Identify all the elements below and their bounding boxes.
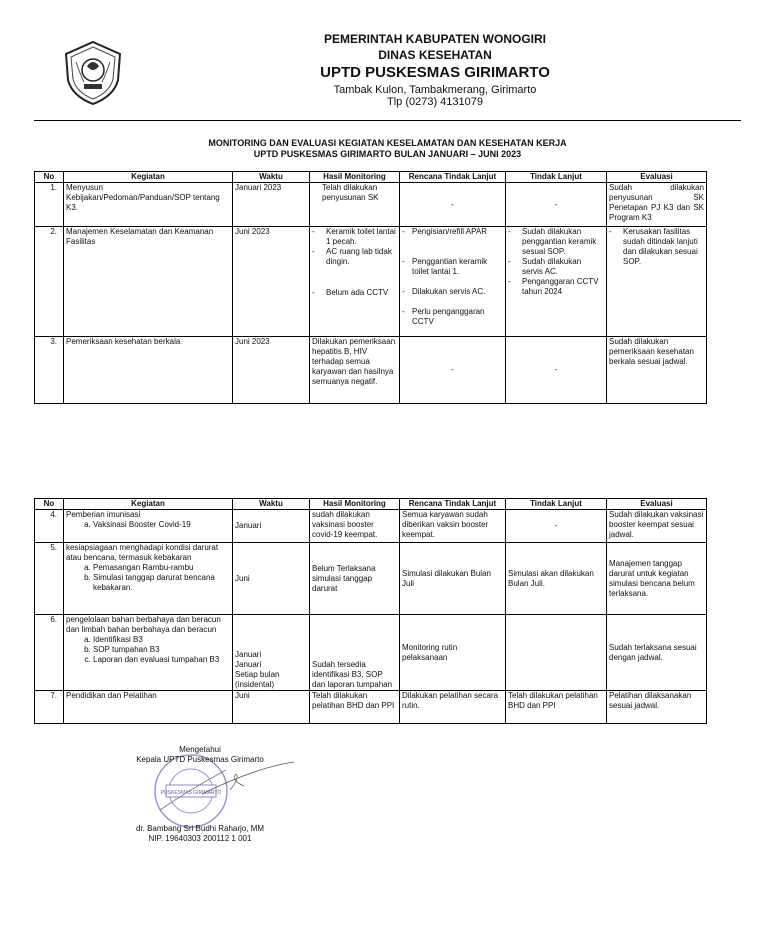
- row-evaluasi: Sudah dilakukan vaksinasi booster keempat sesuai jadwal.: [607, 510, 707, 543]
- row-evaluasi: Manajemen tanggap darurat untuk kegiatan simulasi bencana belum terlaksana.: [607, 543, 707, 615]
- row-evaluasi: [607, 227, 707, 337]
- row-kegiatan: Pemeriksaan kesehatan berkala: [64, 337, 233, 404]
- signature-known: Mengetahui: [179, 745, 221, 754]
- row-rencana: Dilakukan pelatihan secara rutin.: [400, 691, 506, 724]
- signature-position: Kepala UPTD Puskesmas Girimarto: [136, 755, 264, 764]
- list-item: b. Simulasi tanggap darurat bencana kebakaran.: [93, 573, 230, 593]
- row-waktu: Juni: [233, 691, 310, 724]
- row-waktu: Juni 2023: [233, 227, 310, 337]
- row-evaluasi: Sudah dilakukan penyusunan SK Penetapan PJ K3 dan SK Program K3: [607, 183, 707, 227]
- list-item: - Pengisian/refill APAR: [402, 227, 503, 237]
- list-item: a. Vaksinasi Booster Covid-19: [93, 520, 230, 530]
- row-rencana: -: [400, 183, 506, 227]
- signature-name: dr. Bambang Sri Budhi Raharjo, MM: [135, 824, 265, 833]
- row-waktu: Juni 2023: [233, 337, 310, 404]
- row-kegiatan: Pendidikan dan Pelatihan: [64, 691, 233, 724]
- row-no: 3.: [35, 337, 64, 404]
- row-tindak: Simulasi akan dilakukan Bulan Juli.: [506, 543, 607, 615]
- col-rencana: Rencana Tindak Lanjut: [400, 172, 506, 183]
- row-kegiatan-title: kesiapsiagaan menghadapi kondisi darurat atau bencana, termasuk kebakaran: [66, 543, 219, 562]
- list-item: - Kerusakan fasilitas sudah ditindak lanjuti dan dilakukan sesuai SOP.: [609, 227, 704, 267]
- list-item: - Belum ada CCTV: [312, 288, 397, 298]
- list-item: c. Laporan dan evaluasi tumpahan B3: [93, 655, 230, 665]
- row-tindak: -: [506, 337, 607, 404]
- list-item: - Sudah dilakukan servis AC.: [508, 257, 604, 277]
- list-item: Januari: [235, 660, 262, 669]
- document-title: MONITORING DAN EVALUASI KEGIATAN KESELAMATAN DAN KESEHATAN KERJA: [208, 138, 567, 148]
- row-rencana: -: [400, 337, 506, 404]
- row-tindak: -: [506, 183, 607, 227]
- list-item: Januari: [235, 650, 262, 659]
- list-item: - Keramik toilet lantai 1 pecah.: [312, 227, 397, 247]
- signature-scribble-icon: [200, 760, 300, 800]
- row-no: 6.: [35, 615, 64, 691]
- row-hasil: [310, 227, 400, 337]
- col-tindak: Tindak Lanjut: [506, 499, 607, 510]
- col-waktu: Waktu: [233, 172, 310, 183]
- row-no: 2.: [35, 227, 64, 337]
- row-no: 1.: [35, 183, 64, 227]
- row-waktu: Januari: [233, 510, 310, 543]
- row-rencana: Simulasi dilakukan Bulan Juli: [400, 543, 506, 615]
- header-institution: UPTD PUSKESMAS GIRIMARTO: [320, 64, 550, 81]
- header-government: PEMERINTAH KABUPATEN WONOGIRI: [324, 32, 546, 46]
- list-item: - Sudah dilakukan penggantian keramik sesuai SOP.: [508, 227, 604, 257]
- header-divider: [34, 120, 741, 121]
- stamp-label: PUSKESMAS GIRIMARTO: [160, 790, 222, 796]
- document-subtitle: UPTD PUSKESMAS GIRIMARTO BULAN JANUARI – JUNI 2023: [253, 149, 522, 159]
- col-kegiatan: Kegiatan: [64, 172, 233, 183]
- table-row: [35, 510, 707, 543]
- row-evaluasi: Sudah terlaksana sesuai dengan jadwal.: [607, 615, 707, 691]
- col-no: No: [35, 499, 64, 510]
- header-address: Tambak Kulon, Tambakmerang, Girimarto: [333, 84, 537, 96]
- col-evaluasi: Evaluasi: [607, 499, 707, 510]
- row-kegiatan-title: pengelolaan bahan berbahaya dan beracun dan limbah bahan berbahaya dan beracun: [66, 615, 221, 634]
- row-evaluasi: Pelatihan dilaksanakan sesuai jadwal.: [607, 691, 707, 724]
- row-kegiatan: [64, 510, 233, 543]
- row-tindak: [506, 227, 607, 337]
- col-evaluasi: Evaluasi: [607, 172, 707, 183]
- row-hasil: Sudah tersedia identifikasi B3, SOP dan laporan tumpahan: [310, 615, 400, 691]
- header-department: DINAS KESEHATAN: [378, 48, 492, 62]
- row-no: 7.: [35, 691, 64, 724]
- list-item: - Penggantian keramik toilet lantai 1.: [402, 257, 503, 277]
- signature-nip: NIP. 19640303 200112 1 001: [148, 834, 252, 843]
- row-no: 4.: [35, 510, 64, 543]
- row-hasil: sudah dilakukan vaksinasi booster covid-19 keempat.: [310, 510, 400, 543]
- row-rencana: Monitoring rutin pelaksanaan: [400, 615, 506, 691]
- row-rencana: [400, 227, 506, 337]
- row-evaluasi: Sudah dilakukan pemeriksaan kesehatan berkala sesuai jadwal.: [607, 337, 707, 404]
- row-kegiatan: Manajemen Keselamatan dan Keamanan Fasilitas: [64, 227, 233, 337]
- table-row: [35, 337, 707, 404]
- row-tindak: [506, 615, 607, 691]
- list-item: Setiap bulan (insidental): [235, 670, 280, 689]
- col-rencana: Rencana Tindak Lanjut: [400, 499, 506, 510]
- col-hasil: Hasil Monitoring: [310, 172, 400, 183]
- row-hasil: Belum Terlaksana simulasi tanggap darurat: [310, 543, 400, 615]
- row-kegiatan: [64, 543, 233, 615]
- table-header-row: [35, 172, 707, 183]
- col-hasil: Hasil Monitoring: [310, 499, 400, 510]
- wonogiri-regency-logo-icon: [62, 40, 124, 106]
- row-tindak: -: [506, 510, 607, 543]
- table-row: [35, 183, 707, 227]
- row-hasil: Telah dilakukan penyusunan SK: [310, 183, 400, 227]
- row-no: 5.: [35, 543, 64, 615]
- table-header-row: [35, 499, 707, 510]
- table-row: [35, 543, 707, 615]
- col-waktu: Waktu: [233, 499, 310, 510]
- row-tindak: Telah dilakukan pelatihan BHD dan PPI: [506, 691, 607, 724]
- monitoring-table-2: [34, 498, 707, 724]
- list-item: - Penganggaran CCTV tahun 2024: [508, 277, 604, 297]
- table-row: [35, 227, 707, 337]
- monitoring-table-1: [34, 171, 707, 404]
- col-tindak: Tindak Lanjut: [506, 172, 607, 183]
- list-item: b. SOP tumpahan B3: [93, 645, 230, 655]
- row-rencana: Semua karyawan sudah diberikan vaksin booster keempat.: [400, 510, 506, 543]
- header-phone: Tlp (0273) 4131079: [386, 96, 483, 108]
- list-item: a. Pemasangan Rambu-rambu: [93, 563, 230, 573]
- row-kegiatan: [64, 615, 233, 691]
- table-row: [35, 691, 707, 724]
- row-waktu: Januari 2023: [233, 183, 310, 227]
- row-kegiatan-title: Pemberian imunisasi: [66, 510, 141, 519]
- list-item: - AC ruang lab tidak dingin.: [312, 247, 397, 267]
- row-hasil: Dilakukan pemeriksaan hepatitis B, HIV terhadap semua karyawan dan hasilnya semuanya negatif.: [310, 337, 400, 404]
- list-item: - Dilakukan servis AC.: [402, 287, 503, 297]
- row-waktu: Juni: [233, 543, 310, 615]
- col-no: No: [35, 172, 64, 183]
- row-kegiatan: Menyusun Kebijakan/Pedoman/Panduan/SOP tentang K3.: [64, 183, 233, 227]
- row-waktu: [233, 615, 310, 691]
- list-item: a. Identifikasi B3: [93, 635, 230, 645]
- col-kegiatan: Kegiatan: [64, 499, 233, 510]
- row-hasil: Telah dilakukan pelatihan BHD dan PPI: [310, 691, 400, 724]
- list-item: - Perlu penganggaran CCTV: [402, 307, 503, 327]
- table-row: [35, 615, 707, 691]
